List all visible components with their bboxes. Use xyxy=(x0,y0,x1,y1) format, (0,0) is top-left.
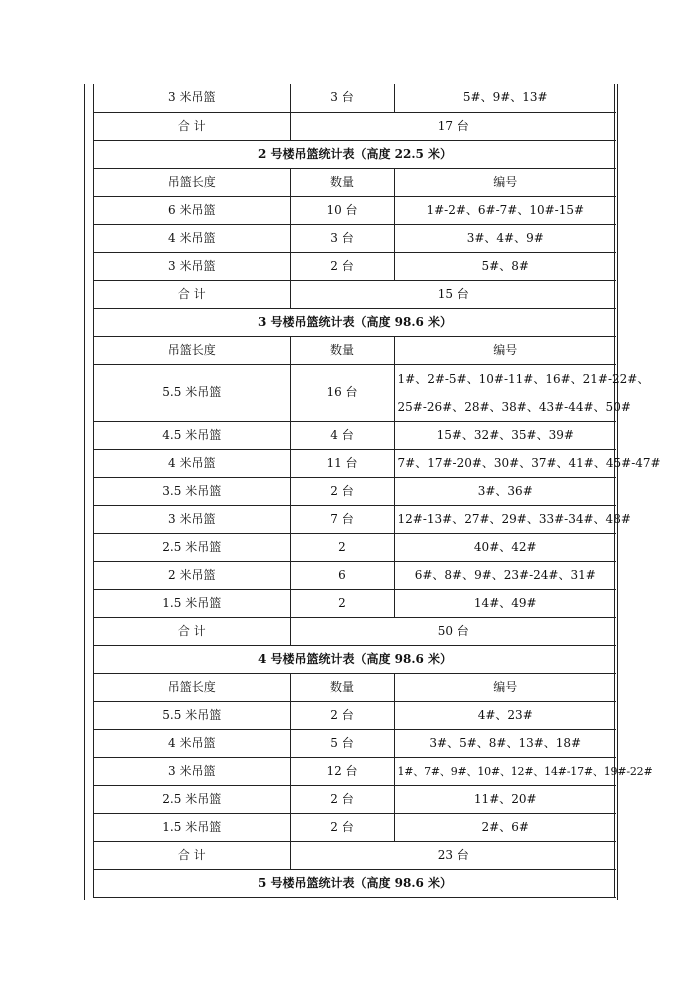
length-cell: 4 米吊篮 xyxy=(94,449,290,477)
header-quantity: 数量 xyxy=(290,168,394,196)
number-cell: 3#、36# xyxy=(394,477,616,505)
quantity-cell: 2 台 xyxy=(290,477,394,505)
document-body xyxy=(93,84,661,898)
total-label: 合 计 xyxy=(94,280,290,308)
number-line: 1#、2#-5#、10#-11#、16#、21#-22#、 xyxy=(397,371,650,386)
total-label: 合 计 xyxy=(94,841,290,869)
total-row xyxy=(94,841,616,869)
number-cell: 6#、8#、9#、23#-24#、31# xyxy=(394,561,616,589)
table-row xyxy=(94,224,616,252)
table-row xyxy=(94,421,616,449)
table-row xyxy=(94,505,616,533)
table-row xyxy=(94,757,616,785)
quantity-cell: 6 xyxy=(290,561,394,589)
length-cell: 2.5 米吊篮 xyxy=(94,533,290,561)
table-row xyxy=(94,701,616,729)
table-row xyxy=(94,589,616,617)
length-cell: 4.5 米吊篮 xyxy=(94,421,290,449)
length-cell: 3 米吊篮 xyxy=(94,757,290,785)
table-row xyxy=(94,449,616,477)
quantity-cell: 12 台 xyxy=(290,757,394,785)
number-cell: 11#、20# xyxy=(394,785,616,813)
quantity-cell: 10 台 xyxy=(290,196,394,224)
table-title-row xyxy=(94,140,616,168)
number-cell: 2#、6# xyxy=(394,813,616,841)
length-cell: 3 米吊篮 xyxy=(94,252,290,280)
length-cell: 3 米吊篮 xyxy=(94,84,290,112)
header-number: 编号 xyxy=(394,168,616,196)
number-cell: 12#-13#、27#、29#、33#-34#、48# xyxy=(394,505,616,533)
total-label: 合 计 xyxy=(94,112,290,140)
total-row xyxy=(94,280,616,308)
statistics-table xyxy=(94,84,661,898)
table-title: 2 号楼吊篮统计表（高度 22.5 米） xyxy=(94,140,616,168)
table-row xyxy=(94,785,616,813)
number-cell: 3#、5#、8#、13#、18# xyxy=(394,729,616,757)
number-cell: 4#、23# xyxy=(394,701,616,729)
table-row xyxy=(94,196,616,224)
total-value: 50 台 xyxy=(290,617,616,645)
table-title: 4 号楼吊篮统计表（高度 98.6 米） xyxy=(94,645,616,673)
table-row xyxy=(94,533,616,561)
quantity-cell: 3 台 xyxy=(290,84,394,112)
quantity-cell: 5 台 xyxy=(290,729,394,757)
length-cell: 2.5 米吊篮 xyxy=(94,785,290,813)
number-cell: 1#-2#、6#-7#、10#-15# xyxy=(394,196,616,224)
quantity-cell: 2 xyxy=(290,533,394,561)
header-number: 编号 xyxy=(394,673,616,701)
header-number: 编号 xyxy=(394,336,616,364)
quantity-cell: 2 台 xyxy=(290,785,394,813)
header-row xyxy=(94,673,616,701)
length-cell: 1.5 米吊篮 xyxy=(94,813,290,841)
total-value: 15 台 xyxy=(290,280,616,308)
length-cell: 3 米吊篮 xyxy=(94,505,290,533)
table-row xyxy=(94,477,616,505)
table-title-row xyxy=(94,645,616,673)
quantity-cell: 2 台 xyxy=(290,813,394,841)
quantity-cell: 2 台 xyxy=(290,252,394,280)
table-row xyxy=(94,813,616,841)
length-cell: 5.5 米吊篮 xyxy=(94,701,290,729)
quantity-cell: 2 台 xyxy=(290,701,394,729)
length-cell: 3.5 米吊篮 xyxy=(94,477,290,505)
table-title: 5 号楼吊篮统计表（高度 98.6 米） xyxy=(94,869,616,897)
quantity-cell: 2 xyxy=(290,589,394,617)
header-quantity: 数量 xyxy=(290,336,394,364)
length-cell: 1.5 米吊篮 xyxy=(94,589,290,617)
number-cell: 5#、8# xyxy=(394,252,616,280)
length-cell: 2 米吊篮 xyxy=(94,561,290,589)
table-row xyxy=(94,364,616,421)
number-cell xyxy=(394,364,650,421)
page-frame xyxy=(84,84,661,900)
number-cell: 40#、42# xyxy=(394,533,616,561)
number-cell: 14#、49# xyxy=(394,589,616,617)
header-length: 吊篮长度 xyxy=(94,673,290,701)
table-row xyxy=(94,84,616,112)
length-cell: 4 米吊篮 xyxy=(94,729,290,757)
number-line: 25#-26#、28#、38#、43#-44#、50# xyxy=(397,399,631,414)
length-cell: 5.5 米吊篮 xyxy=(94,364,290,421)
table-title-row xyxy=(94,869,616,897)
total-row xyxy=(94,112,616,140)
quantity-cell: 7 台 xyxy=(290,505,394,533)
header-quantity: 数量 xyxy=(290,673,394,701)
total-value: 17 台 xyxy=(290,112,616,140)
table-row xyxy=(94,561,616,589)
length-cell: 4 米吊篮 xyxy=(94,224,290,252)
number-cell: 15#、32#、35#、39# xyxy=(394,421,616,449)
table-title: 3 号楼吊篮统计表（高度 98.6 米） xyxy=(94,308,616,336)
header-length: 吊篮长度 xyxy=(94,336,290,364)
number-cell: 3#、4#、9# xyxy=(394,224,616,252)
quantity-cell: 11 台 xyxy=(290,449,394,477)
length-cell: 6 米吊篮 xyxy=(94,196,290,224)
header-length: 吊篮长度 xyxy=(94,168,290,196)
quantity-cell: 4 台 xyxy=(290,421,394,449)
quantity-cell: 16 台 xyxy=(290,364,394,421)
total-row xyxy=(94,617,616,645)
header-row xyxy=(94,336,616,364)
table-row xyxy=(94,729,616,757)
quantity-cell: 3 台 xyxy=(290,224,394,252)
table-title-row xyxy=(94,308,616,336)
table-row xyxy=(94,252,616,280)
number-cell: 5#、9#、13# xyxy=(394,84,616,112)
total-label: 合 计 xyxy=(94,617,290,645)
number-cell: 1#、7#、9#、10#、12#、14#-17#、19#-22# xyxy=(394,757,616,785)
header-row xyxy=(94,168,616,196)
number-cell: 7#、17#-20#、30#、37#、41#、45#-47# xyxy=(394,449,616,477)
total-value: 23 台 xyxy=(290,841,616,869)
